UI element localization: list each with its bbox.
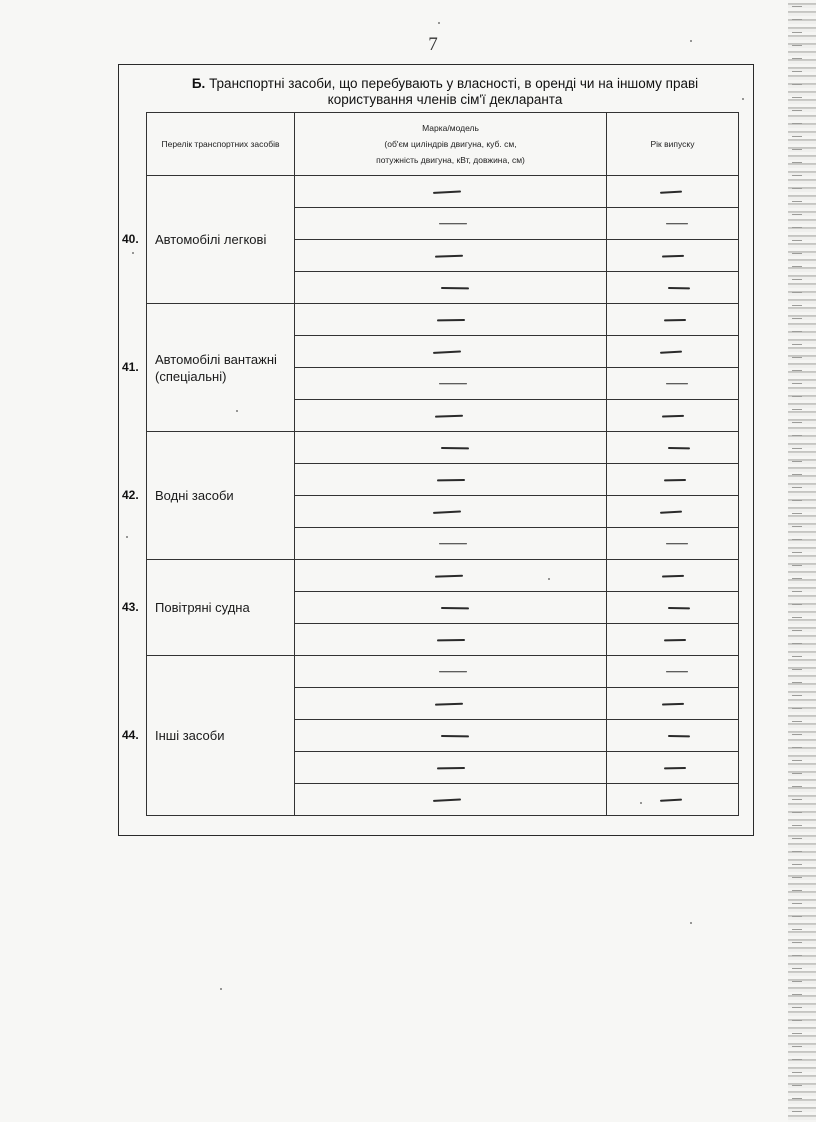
empty-dash-mark <box>660 798 682 801</box>
empty-dash-mark <box>432 510 460 513</box>
empty-dash-mark <box>432 190 460 193</box>
empty-dash-mark <box>662 702 684 704</box>
empty-dash-mark <box>439 543 467 545</box>
empty-dash-mark <box>668 735 690 737</box>
empty-dash-mark <box>664 319 686 321</box>
year-value-cell <box>607 400 739 432</box>
model-value-cell <box>295 208 607 240</box>
vehicles-table <box>146 112 739 816</box>
item-number: 40. <box>122 231 139 246</box>
year-value-cell <box>607 624 739 656</box>
empty-dash-mark <box>660 190 682 193</box>
model-value-cell <box>295 336 607 368</box>
year-value-cell <box>607 656 739 688</box>
model-value-cell <box>295 560 607 592</box>
scan-speck <box>690 40 692 42</box>
scan-speck <box>220 988 222 990</box>
model-value-cell <box>295 464 607 496</box>
scan-speck <box>132 252 134 254</box>
empty-dash-mark <box>432 798 460 801</box>
table-body <box>147 176 739 816</box>
vehicle-type-label: Повітряні судна <box>147 560 295 656</box>
table-row <box>147 176 739 208</box>
year-value-cell <box>607 432 739 464</box>
year-value-cell <box>607 528 739 560</box>
year-value-cell <box>607 176 739 208</box>
model-value-cell <box>295 592 607 624</box>
header-model-line: потужність двигуна, кВт, довжина, см) <box>376 155 525 165</box>
model-value-cell <box>295 240 607 272</box>
page-number: 7 <box>428 34 438 55</box>
empty-dash-mark <box>432 350 460 353</box>
empty-dash-mark <box>668 287 690 289</box>
header-model <box>295 113 607 176</box>
vehicle-type-label: Автомобілі вантажні (спеціальні) <box>147 304 295 432</box>
section-title-text: Транспортні засоби, що перебувають у власності, в оренді чи на іншому праві користування членів сім'ї декларанта <box>209 76 699 107</box>
model-value-cell <box>295 496 607 528</box>
vehicle-type-label: Водні засоби <box>147 432 295 560</box>
scan-speck <box>126 536 128 538</box>
item-number: 43. <box>122 599 139 614</box>
item-number: 42. <box>122 487 139 502</box>
empty-dash-mark <box>434 702 462 705</box>
empty-dash-mark <box>440 606 468 608</box>
model-value-cell <box>295 688 607 720</box>
empty-dash-mark <box>440 734 468 736</box>
empty-dash-mark <box>666 223 688 225</box>
year-value-cell <box>607 464 739 496</box>
vehicle-type-label: Інші засоби <box>147 656 295 816</box>
header-year: Рік випуску <box>607 113 739 176</box>
year-value-cell <box>607 368 739 400</box>
header-model-line: Марка/модель <box>422 123 479 133</box>
empty-dash-mark <box>662 254 684 256</box>
empty-dash-mark <box>668 447 690 449</box>
scan-speck <box>438 22 440 24</box>
year-value-cell <box>607 784 739 816</box>
empty-dash-mark <box>662 574 684 576</box>
empty-dash-mark <box>664 767 686 769</box>
year-value-cell <box>607 496 739 528</box>
section-title <box>150 76 740 108</box>
empty-dash-mark <box>666 383 688 385</box>
item-number: 44. <box>122 727 139 742</box>
model-value-cell <box>295 752 607 784</box>
table-row <box>147 304 739 336</box>
model-value-cell <box>295 272 607 304</box>
model-value-cell <box>295 400 607 432</box>
empty-dash-mark <box>439 383 467 385</box>
model-value-cell <box>295 624 607 656</box>
item-number: 41. <box>122 359 139 374</box>
scan-speck <box>690 922 692 924</box>
empty-dash-mark <box>668 607 690 609</box>
empty-dash-mark <box>436 638 464 640</box>
year-value-cell <box>607 592 739 624</box>
empty-dash-mark <box>436 766 464 768</box>
year-value-cell <box>607 208 739 240</box>
empty-dash-mark <box>664 479 686 481</box>
empty-dash-mark <box>439 671 467 673</box>
model-value-cell <box>295 432 607 464</box>
binding-edge <box>788 0 816 1122</box>
empty-dash-mark <box>662 414 684 416</box>
year-value-cell <box>607 752 739 784</box>
table-header-row <box>147 113 739 176</box>
empty-dash-mark <box>436 318 464 320</box>
year-value-cell <box>607 304 739 336</box>
table-row <box>147 560 739 592</box>
table-row <box>147 432 739 464</box>
empty-dash-mark <box>660 510 682 513</box>
empty-dash-mark <box>660 350 682 353</box>
empty-dash-mark <box>440 286 468 288</box>
year-value-cell <box>607 560 739 592</box>
empty-dash-mark <box>434 574 462 577</box>
empty-dash-mark <box>666 671 688 673</box>
year-value-cell <box>607 688 739 720</box>
year-value-cell <box>607 720 739 752</box>
empty-dash-mark <box>439 223 467 225</box>
empty-dash-mark <box>440 446 468 448</box>
empty-dash-mark <box>434 254 462 257</box>
year-value-cell <box>607 336 739 368</box>
model-value-cell <box>295 176 607 208</box>
model-value-cell <box>295 528 607 560</box>
vehicle-type-label: Автомобілі легкові <box>147 176 295 304</box>
header-model-line: (об'єм циліндрів двигуна, куб. см, <box>384 139 517 149</box>
table-row <box>147 656 739 688</box>
model-value-cell <box>295 784 607 816</box>
year-value-cell <box>607 272 739 304</box>
scan-speck <box>640 802 642 804</box>
empty-dash-mark <box>666 543 688 545</box>
model-value-cell <box>295 656 607 688</box>
header-vehicle-type: Перелік транспортних засобів <box>147 113 295 176</box>
scan-speck <box>742 98 744 100</box>
model-value-cell <box>295 368 607 400</box>
section-letter: Б. <box>191 76 206 91</box>
model-value-cell <box>295 304 607 336</box>
empty-dash-mark <box>436 478 464 480</box>
empty-dash-mark <box>664 639 686 641</box>
scan-speck <box>548 578 550 580</box>
model-value-cell <box>295 720 607 752</box>
year-value-cell <box>607 240 739 272</box>
empty-dash-mark <box>434 414 462 417</box>
scan-speck <box>236 410 238 412</box>
